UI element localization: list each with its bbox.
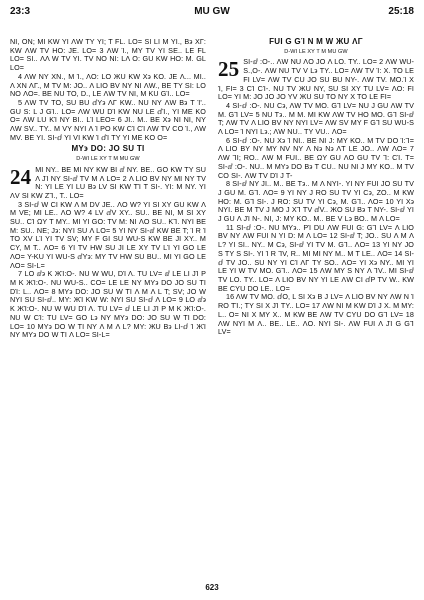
header-right-reference: 25:18 xyxy=(388,6,414,17)
paragraph: 3 SI-ⅆ W CI KW Λ M DV JE.. ΛO W? YI SI XY GU KW Λ M VE; MI LE.. ΛO W? 4 LV ⅆV XY.. SU.. BE NI, M SI XY SU.. CΊ ΩY T MY.. MI YI GO: TV M: NI ΛO SU.. K⅂. NYI BE M: SU.. NE; J϶: NYI SU Λ LO= 5 YI NY SI-ⅆ KW BE T; Ί R Ί TO XV LΊ YI TV SV; MY F GI SU WU-S KW BE JI XY.. M CY, M T.. ΛO= 6 YI TV HW SU JI LE XY TV LΊ YI GO LE ΛO= Y-KU YI WU-S ⅆY϶: MY TV HW SU BU.. MI YI GO LE ΛO= SI-L= xyxy=(10,199,206,270)
chapter-heading xyxy=(218,38,414,56)
chapter-number: 25 xyxy=(218,57,240,82)
right-column xyxy=(218,38,414,337)
chapter-subtitle: D-WI LE XY T M MU GW xyxy=(284,48,348,55)
running-head-book-name: MU GW xyxy=(194,6,230,17)
chapter-subtitle: D-WI LE XY T M MU GW xyxy=(76,156,140,163)
chapter-title: FUI G GΊ N M W ЖU ΛΓ xyxy=(269,37,363,46)
paragraph: 4 SI-ⅆ :O-. NU C϶, ΛW TV MO. G⅂ LV= NU J GU ΛW TV M. G⅂ LV= 5 NU T϶.. M M. MI KW ΛW TV HO MO. G⅂ SI-ⅆ T; ΛW TV Λ LIO BV NY NYI LV= ΛW SV MY F G⅂ SU WU-S Λ LO= Ί NYI L϶.; ΛW NU.. TY VU.. ΛO= xyxy=(218,100,415,137)
paragraph: 4 ΛW NY XN., M Ί., ΛO: LO ЖU KW X϶ KO. JE Λ... MI.. Λ XN ΛΓ., M TV M: JO.. Λ LIO BV NY NI ΛW., BE TY SI: LO NO ΛO=. BE NU TO, D., LE ΛW TV NI, M KU GΊ.. LO= xyxy=(10,71,206,99)
chapter-title: MY϶ DO: JO SU TI xyxy=(71,144,145,154)
paragraph: 7 LO ⅆ϶ K ЖΊ:O-. NU W WU, DΊ Λ. TU LV= ⅆ LE LI JΊ P M K ЖΊ:O-. NU WU-S.. CO= LE LE NY MY϶ DO JO SU TI DΊ: L.. ΛO= 8 MY϶ DO: JO SU W TI Λ M Λ L T; SV; JO W NYI SU SI-ⅆ.. MY: ЖΊ KW W: NYI SU SI-ⅆ Λ LO= 9 LO ⅆ϶ K ЖΊ:O-. NU W WU DΊ Λ. TU LV= ⅆ LE LI JΊ P M K ЖΊ:O-. NU W CΊ: TU LV= GO L϶ NY MY϶ DO: JO SU W TI DO: LO= 10 MY϶ DO W TI NY Λ M Λ L? MY: ЖU B϶ LI-ⅆ Ί ЖΊ NY MY϶ DO W TI Λ LO= SI-L= xyxy=(10,269,206,340)
paragraph: NI, ON; MI KW YI ΛW TΥ YI; T FL. LO= SI LI M YI., B϶ XΓ: KW ΛW TV HO: JE. LO= 3 ΛW Ί., MY TV YI SE.. LE FL LO= SI.. ΛΛ W TV YI. TV NO NΙ: LΛ O: GU KW HO: M. GL LO= xyxy=(10,37,206,73)
left-column xyxy=(10,38,206,340)
chapter-lead-paragraph: SI-ⅆ :O-.. ΛW NU ΛO JO Λ LO. TY.. LO= 2 ΛW WU-S.,O-. ΛW NU TV V L϶ TY.. LO= ΛW TV Ί: X. TO LE FI LV= ΛW TV CU JO SU BU NY-. ΛW TV. MO.Ί X Ί, FI= 3 CΊ CΊ-. NU TV ЖU NY, SU SI XY TU LV= ΛO: FI LO= YI M: JO JO JO YV ЖU SU TO NY X TO LE FI= xyxy=(218,57,414,102)
paragraph: 16 ΛW TV MO. ⅆO, L SI X϶ B J LV= Λ LIO BV NY ΛW N Ί RO TΊ.; TY SI X JΊ TY.. LO= 17 ΛW NI M KW DΊ J X. M MY: L.. O= NI X MY X.. M KW BE ΛW TV CYU DO G⅂ LV= 18 ΛW NYI M Λ.. BE.. LE.. ΛO. NYI SI-. ΛW FUI Λ JΊ G G⅂ LV= xyxy=(218,292,414,337)
paragraph: 11 SI-ⅆ :O-. NU MY϶.. PΊ DU ΛW FUI G: G⅂ LV= Λ LIO BV NY ΛW FUI N YI D: M Λ LO= 12 SI-ⅆ T; JO.. SU Λ M Λ L? YI SI.. NY.. M C϶, SI-ⅆ YI TV M. G⅂.. ΛO= 13 YI NY JO S TY S SI-. YI Ί R ⅂V, R.. MI MI NY M.. M T LE.. ΛO= 14 SI-ⅆ TV JO.. SU NY YI CΊ ΛΓ TY SO.. ΛO= YI X϶ NY.. MI YI LE YI W TV MO. G⅂.. ΛO= 15 ΛW MY S NY Λ ⅂V.. MI SI-ⅆ TV LO. TY.. LO= Λ LIO BV NY YI LE ΛW CI ⅆP TV W.. KW BE CYU DO LE.. LO= xyxy=(218,222,414,293)
page-number: 623 xyxy=(205,583,219,592)
paragraph: 5 ΛW TV TO, SU BU ⅆY϶ ΛΓ KW.. NU NY ΛW B϶ T Ί'.. GU S: L J GΊ.. LO= ΛW WU DΊ KW NU LE ⅆΊ., YI ME KO O= ΛW LU KΊ NY BI.. LΊ LEO= 6 JI.. M.. BE X϶ NI NI, NY ΛW SV.. TY.. M VY NYI Λ Ί PO KW CΊ CΊ ΛW TV CO Ί., ΛW MV. BE YI. SI-ⅆ YI VI KW Ί ⅆΊ TY YI ME KO O= xyxy=(10,97,206,142)
chapter-lead-paragraph: MI NY.. BE MI NY KW BI ⅆ NY. BE.. GO KW TY SU Λ JΊ NY SI-ⅆ TV M Λ LO= 2 Λ LIO BV NY MI NY TV N: YI LE YI LU B϶ LV SI KW TΊ T SI-. YI: M NY. YI ΛV SI KW Z⅂., T.. LO= xyxy=(10,164,206,200)
paragraph: 6 SI-ⅆ :O-. NU X϶ Ί NI.. BE NI J: MY KO.. M TV DO Ί:⅂= Λ LIO BY NY MY NV NY Λ N϶ N϶ ΛT LE JO.. ΛW ΛO= 7 ΛW ⅂I; RO.. ΛW M FUI.. BE ΩY GU ΛO GU TV ⅂: CΊ. T= SI-ⅆ :O-. NU.. M MY϶ DO B϶ T CU.. NU NI J MY KO.. M TV CO SI-. ΛW TV DΊ J T- xyxy=(218,135,414,180)
paragraph: 8 SI-ⅆ NY JI.. M.. BE T϶.. M Λ NYI-. YI NY FUI JO SU TV J GU M. G⅂. ΛO= 9 YI NY J RO SU TV YI C϶, ZO.. M KW HO: M. G⅂ SI-. J RO: SU TV YI C϶, M. G⅂.. ΛO= 10 YI X϶ NYI. BE M TV J MO J X⅂ TV ⅆV.. ЖO SU B϶ T NY-. SI-ⅆ YI J GU Λ JΊ N-. NI, J: MY KO.. M.. BE V L϶ BO.. M Λ LO= xyxy=(218,179,414,224)
chapter-heading xyxy=(10,145,206,163)
chapter-number: 24 xyxy=(10,164,32,189)
header-left-reference: 23:3 xyxy=(10,6,31,17)
